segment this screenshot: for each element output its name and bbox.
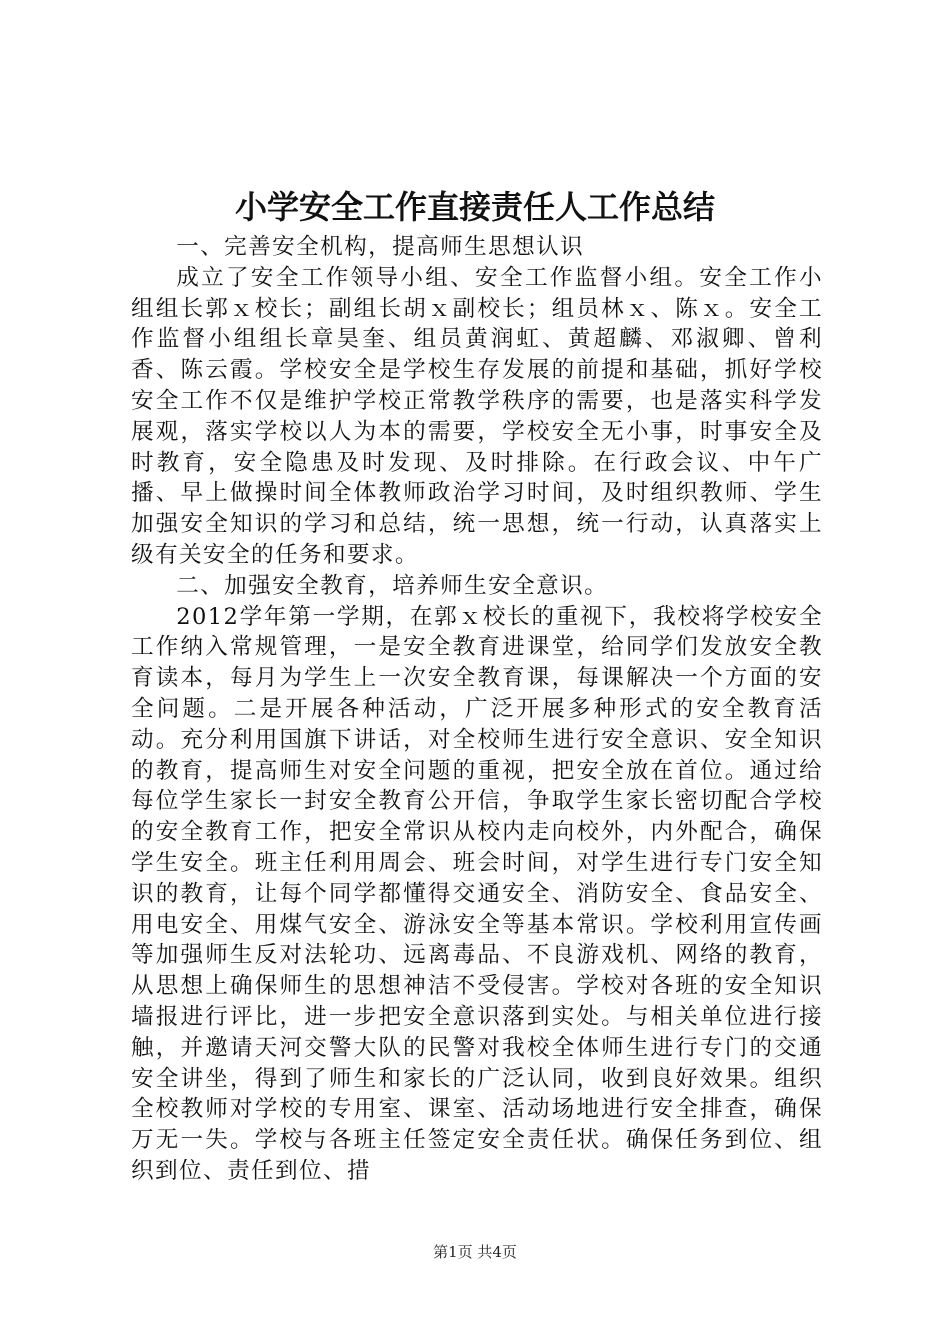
page-number-footer: 第1页 共4页	[433, 1243, 517, 1261]
paragraph-1: 成立了安全工作领导小组、安全工作监督小组。安全工作小组组长郭ｘ校长；副组长胡ｘ副校长；组员林ｘ、陈ｘ。安全工作监督小组组长章昊奎、组员黄润虹、黄超麟、邓淑卿、曾利香、陈云霞。学校安全是学校生存发展的前提和基础，抓好学校安全工作不仅是维护学校正常教学秩序的需要，也是落实科学发展观，落实学校以人为本的需要，学校安全无小事，时事安全及时教育，安全隐患及时发现、及时排除。在行政会议、中午广播、早上做操时间全体教师政治学习时间，及时组织教师、学生加强安全知识的学习和总结，统一思想，统一行动，认真落实上级有关安全的任务和要求。	[131, 264, 823, 568]
document-title: 小学安全工作直接责任人工作总结	[234, 188, 715, 226]
document-body	[131, 232, 823, 1187]
section-heading-1: 一、完善安全机构，提高师生思想认识	[176, 234, 585, 260]
section-heading-2: 二、加强安全教育，培养师生安全意识。	[176, 572, 609, 599]
paragraph-2: 2012学年第一学期，在郭ｘ校长的重视下，我校将学校安全工作纳入常规管理，一是安全教育进课堂，给同学们发放安全教育读本，每月为学生上一次安全教育课，每课解决一个方面的安全问题。二是开展各种活动，广泛开展多种形式的安全教育活动。充分利用国旗下讲话，对全校师生进行安全意识、安全知识的教育，提高师生对安全问题的重视，把安全放在首位。通过给每位学生家长一封安全教育公开信，争取学生家长密切配合学校的安全教育工作，把安全常识从校内走向校外，内外配合，确保学生安全。班主任利用周会、班会时间，对学生进行专门安全知识的教育，让每个同学都懂得交通安全、消防安全、食品安全、用电安全、用煤气安全、游泳安全等基本常识。学校利用宣传画等加强师生反对法轮功、远离毒品、不良游戏机、网络的教育，从思想上确保师生的思想神洁不受侵害。学校对各班的安全知识墙报进行评比，进一步把安全意识落到实处。与相关单位进行接触，并邀请天河交警大队的民警对我校全体师生进行专门的交通安全讲坐，得到了师生和家长的广泛认同，收到良好效果。组织全校教师对学校的专用室、课室、活动场地进行安全排查，确保万无一失。学校与各班主任签定安全责任状。确保任务到位、组织到位、责任到位、措	[131, 603, 823, 1184]
